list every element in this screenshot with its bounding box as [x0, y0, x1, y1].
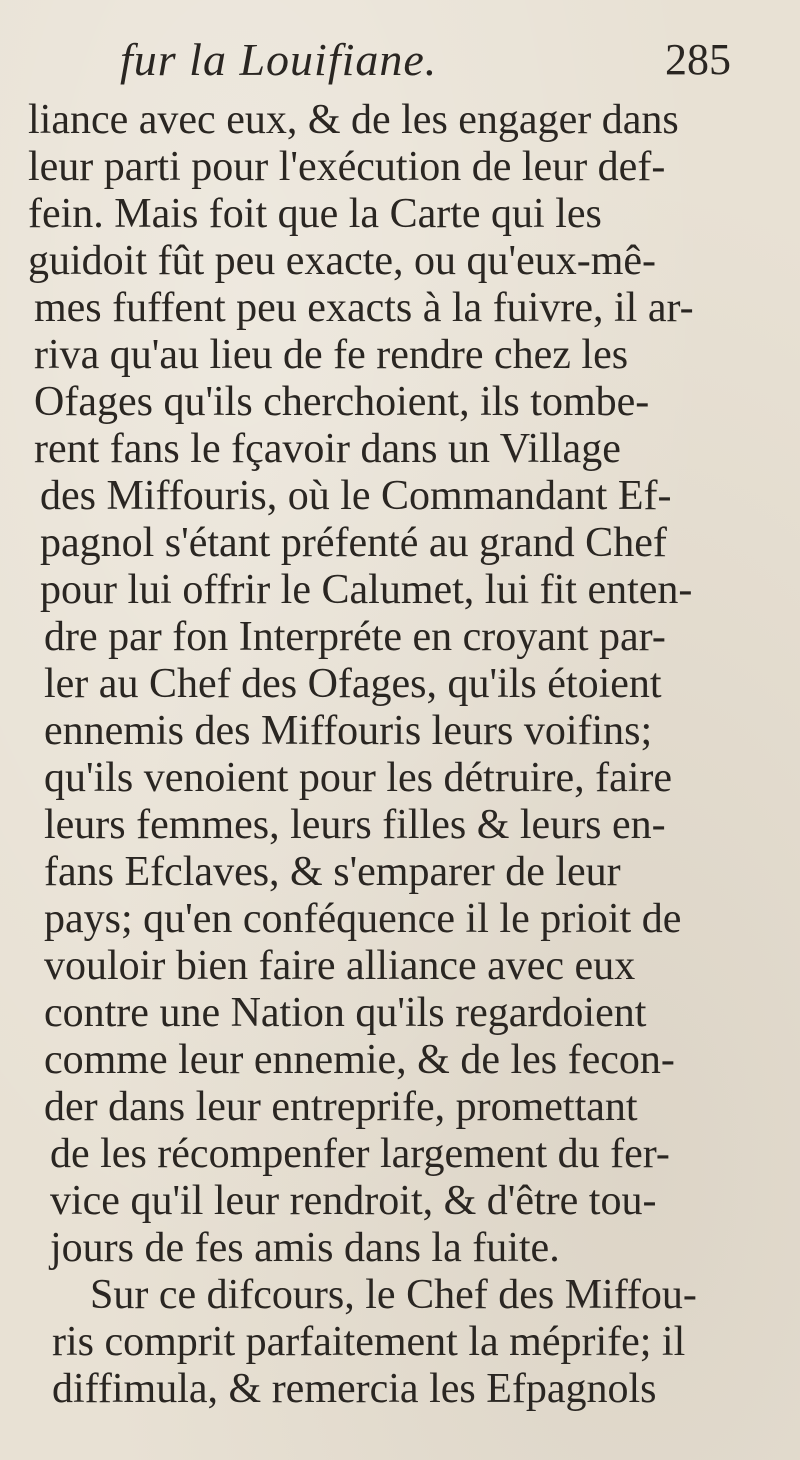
text-line: ennemis des Miffouris leurs voifins;	[44, 708, 653, 754]
text-line: comme leur ennemie, & de les fecon-	[44, 1037, 675, 1083]
text-line: jours de fes amis dans la fuite.	[50, 1225, 560, 1271]
text-line: Sur ce difcours, le Chef des Miffou-	[90, 1272, 697, 1318]
running-title: fur la Louifiane.	[120, 34, 438, 85]
text-line: pour lui offrir le Calumet, lui fit enten-	[40, 567, 693, 613]
text-line: vice qu'il leur rendroit, & d'être tou-	[50, 1178, 657, 1224]
text-line: fein. Mais foit que la Carte qui les	[28, 191, 602, 237]
text-line: qu'ils venoient pour les détruire, faire	[44, 755, 673, 801]
text-line: pagnol s'étant préfenté au grand Chef	[40, 520, 667, 566]
text-line: contre une Nation qu'ils regardoient	[44, 990, 647, 1036]
text-line: fans Efclaves, & s'emparer de leur	[44, 849, 621, 895]
text-line: pays; qu'en conféquence il le prioit de	[44, 896, 682, 942]
text-line: dre par fon Interpréte en croyant par-	[44, 614, 666, 660]
text-line: ris comprit parfaitement la méprife; il	[52, 1319, 686, 1365]
page-header	[0, 30, 800, 90]
text-line: rent fans le fçavoir dans un Village	[34, 426, 621, 472]
text-line: diffimula, & remercia les Efpagnols	[52, 1366, 657, 1412]
text-line: liance avec eux, & de les engager dans	[28, 97, 679, 143]
text-line: leur parti pour l'exécution de leur def-	[28, 144, 666, 190]
text-line: guidoit fût peu exacte, ou qu'eux-mê-	[28, 238, 657, 284]
text-line: ler au Chef des Ofages, qu'ils étoient	[44, 661, 662, 707]
text-line: der dans leur entreprife, promettant	[44, 1084, 638, 1130]
text-line: mes fuffent peu exacts à la fuivre, il ar-	[34, 285, 694, 331]
text-line: riva qu'au lieu de fe rendre chez les	[34, 332, 629, 378]
text-line: de les récompenfer largement du fer-	[50, 1131, 670, 1177]
text-line: vouloir bien faire alliance avec eux	[44, 943, 636, 989]
text-line: leurs femmes, leurs filles & leurs en-	[44, 802, 666, 848]
page-number: 285	[665, 35, 731, 84]
text-line: des Miffouris, où le Commandant Ef-	[40, 473, 672, 519]
text-line: Ofages qu'ils cherchoient, ils tombe-	[34, 379, 650, 425]
